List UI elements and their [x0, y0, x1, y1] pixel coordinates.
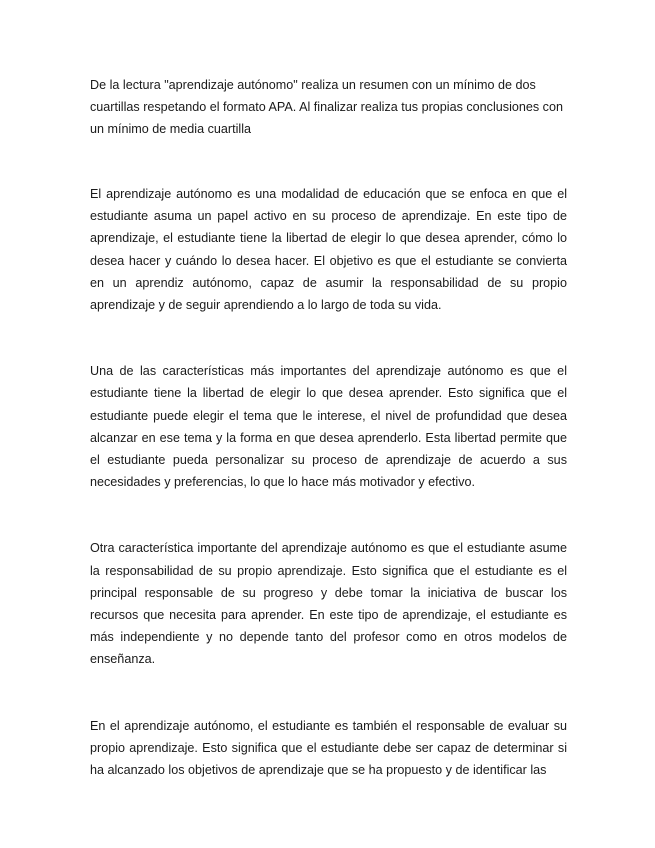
paragraph-1: El aprendizaje autónomo es una modalidad de educación que se enfoca en que el estudiante asuma un papel activo en su proceso de aprendizaje. En este tipo de aprendizaje, el estudiante tiene la libertad de elegir lo que desea aprender, cómo lo desea hacer y cuándo lo desea hacer. El objetivo es que el estudiante se convierta en un aprendiz autónomo, capaz de asumir la responsabilidad de su propio aprendizaje y de seguir aprendiendo a lo largo de toda su vida. [90, 187, 567, 313]
paragraph-3: Otra característica importante del aprendizaje autónomo es que el estudiante asume la responsabilidad de su propio aprendizaje. Esto significa que el estudiante es el principal responsable de su progreso y debe tomar la iniciativa de buscar los recursos que necesita para aprender. En este tipo de aprendizaje, el estudiante es más independiente y no depende tanto del profesor como en otros modelos de enseñanza. [90, 541, 567, 667]
instructions-text: De la lectura "aprendizaje autónomo" realiza un resumen con un mínimo de dos cuartillas respetando el formato APA. Al finalizar realiza tus propias conclusiones con un mínimo de media cuartilla [90, 78, 563, 136]
paragraph-2: Una de las características más importantes del aprendizaje autónomo es que el estudiante tiene la libertad de elegir lo que desea aprender. Esto significa que el estudiante puede elegir el tema que le interese, el nivel de profundidad que desea alcanzar en ese tema y la forma en que desea aprenderlo. Esta libertad permite que el estudiante pueda personalizar su proceso de aprendizaje de acuerdo a sus necesidades y preferencias, lo que lo hace más motivador y efectivo. [90, 364, 567, 490]
paragraph-4: En el aprendizaje autónomo, el estudiante es también el responsable de evaluar su propio aprendizaje. Esto significa que el estudiante debe ser capaz de determinar si ha alcanzado los objetivos de aprendizaje que se ha propuesto y de identificar las [90, 718, 567, 778]
